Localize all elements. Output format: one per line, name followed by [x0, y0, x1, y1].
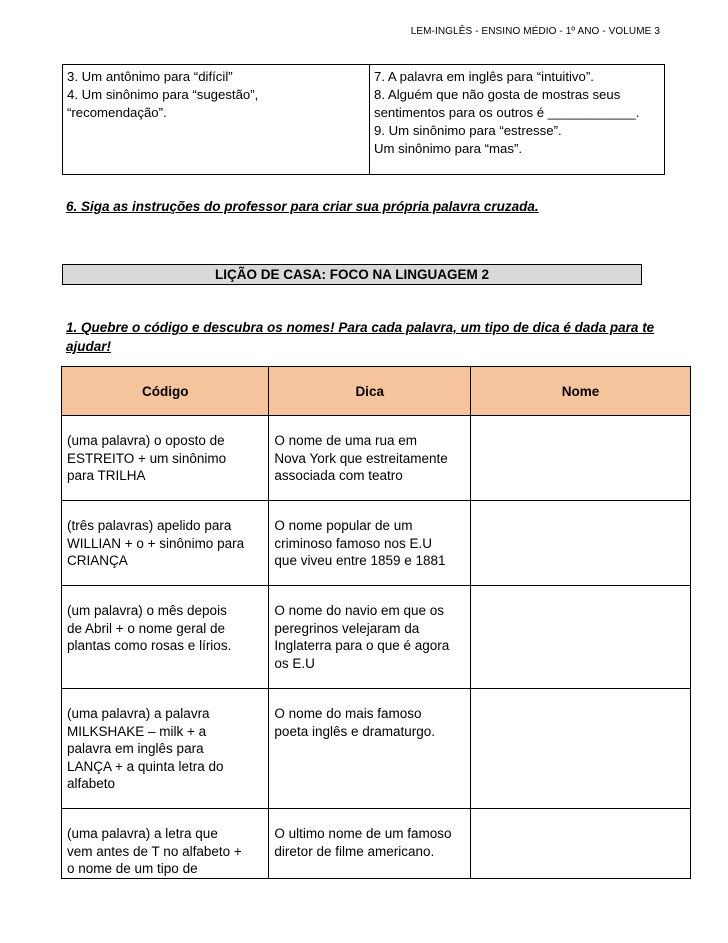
page-header: LEM-INGLÊS - ENSINO MÉDIO - 1º ANO - VOLUME 3 — [410, 26, 660, 37]
hint-line: O nome popular de um — [274, 518, 413, 533]
clue-10: Um sinônimo para “mas”. — [374, 141, 523, 156]
code-line: MILKSHAKE – milk + a — [67, 723, 207, 739]
code-table — [61, 366, 691, 879]
code-line: CRIANÇA — [67, 553, 128, 568]
code-line: (uma palavra) a letra que — [67, 826, 218, 841]
hint-line: poeta inglês e dramaturgo. — [274, 723, 436, 739]
code-line: para TRILHA — [67, 468, 146, 483]
hint-cell — [269, 586, 471, 689]
code-line: plantas como rosas e lírios. — [67, 638, 232, 653]
clue-3: 3. Um antônimo para “difícil” — [67, 69, 233, 84]
clue-4: 4. Um sinônimo para “sugestão”, — [67, 87, 259, 102]
table-row — [62, 586, 691, 689]
code-line: de Abril + o nome geral de — [67, 620, 225, 636]
section-title: LIÇÃO DE CASA: FOCO NA LINGUAGEM 2 — [62, 264, 642, 285]
name-answer-cell[interactable] — [471, 586, 691, 689]
name-answer-cell[interactable] — [471, 689, 691, 809]
hint-cell — [269, 809, 471, 879]
code-line: ESTREITO + um sinônimo — [67, 450, 227, 466]
hint-line: criminoso famoso nos E.U — [274, 535, 432, 551]
instruction-6: 6. Siga as instruções do professor para criar sua própria palavra cruzada. — [66, 199, 539, 214]
code-cell — [62, 809, 269, 879]
task-1: 1. Quebre o código e descubra os nomes! Para cada palavra, um tipo de dica é dada para te ajudar! — [66, 320, 655, 354]
code-cell — [62, 416, 269, 501]
hint-line: O ultimo nome de um famoso — [274, 826, 452, 841]
name-answer-cell[interactable] — [471, 501, 691, 586]
code-line: palavra em inglês para — [67, 741, 204, 756]
code-line: WILLIAN + o + sinônimo para — [67, 535, 245, 551]
hint-line: Inglaterra para o que é agora — [274, 638, 450, 653]
hint-cell — [269, 416, 471, 501]
clue-8-cont: sentimentos para os outros é ____________. — [374, 105, 640, 120]
hint-cell — [269, 501, 471, 586]
table-row — [62, 501, 691, 586]
clue-4-cont: “recomendação”. — [67, 105, 167, 120]
clues-left-cell — [63, 65, 370, 175]
header-name: Nome — [471, 367, 691, 416]
code-line: (um palavra) o mês depois — [67, 603, 227, 618]
header-code: Código — [62, 367, 269, 416]
code-line: o nome de um tipo de — [67, 861, 198, 876]
hint-line: associada com teatro — [274, 468, 403, 483]
hint-line: peregrinos velejaram da — [274, 620, 420, 636]
table-row — [62, 809, 691, 879]
code-line: (uma palavra) o oposto de — [67, 433, 225, 448]
hint-line: O nome do navio em que os — [274, 603, 445, 618]
hint-line: diretor de filme americano. — [274, 843, 435, 859]
table-row — [62, 689, 691, 809]
name-answer-cell[interactable] — [471, 809, 691, 879]
code-cell — [62, 689, 269, 809]
clue-7: 7. A palavra em inglês para “intuitivo”. — [374, 69, 594, 84]
table-row — [62, 416, 691, 501]
clues-right-cell — [370, 65, 665, 175]
hint-line: O nome do mais famoso — [274, 706, 422, 721]
hint-line: que viveu entre 1859 e 1881 — [274, 553, 446, 568]
header-hint: Dica — [269, 367, 471, 416]
clue-9: 9. Um sinônimo para “estresse”. — [374, 123, 562, 138]
code-cell — [62, 586, 269, 689]
code-line: (três palavras) apelido para — [67, 518, 232, 533]
clue-8: 8. Alguém que não gosta de mostras seus — [374, 87, 621, 102]
code-line: vem antes de T no alfabeto + — [67, 843, 242, 859]
code-cell — [62, 501, 269, 586]
code-line: alfabeto — [67, 776, 116, 791]
code-line: (uma palavra) a palavra — [67, 706, 210, 721]
hint-line: os E.U — [274, 655, 315, 671]
hint-cell — [269, 689, 471, 809]
code-line: LANÇA + a quinta letra do — [67, 758, 224, 774]
hint-line: Nova York que estreitamente — [274, 450, 448, 466]
name-answer-cell[interactable] — [471, 416, 691, 501]
crossword-clues-table — [62, 64, 665, 175]
hint-line: O nome de uma rua em — [274, 433, 417, 448]
